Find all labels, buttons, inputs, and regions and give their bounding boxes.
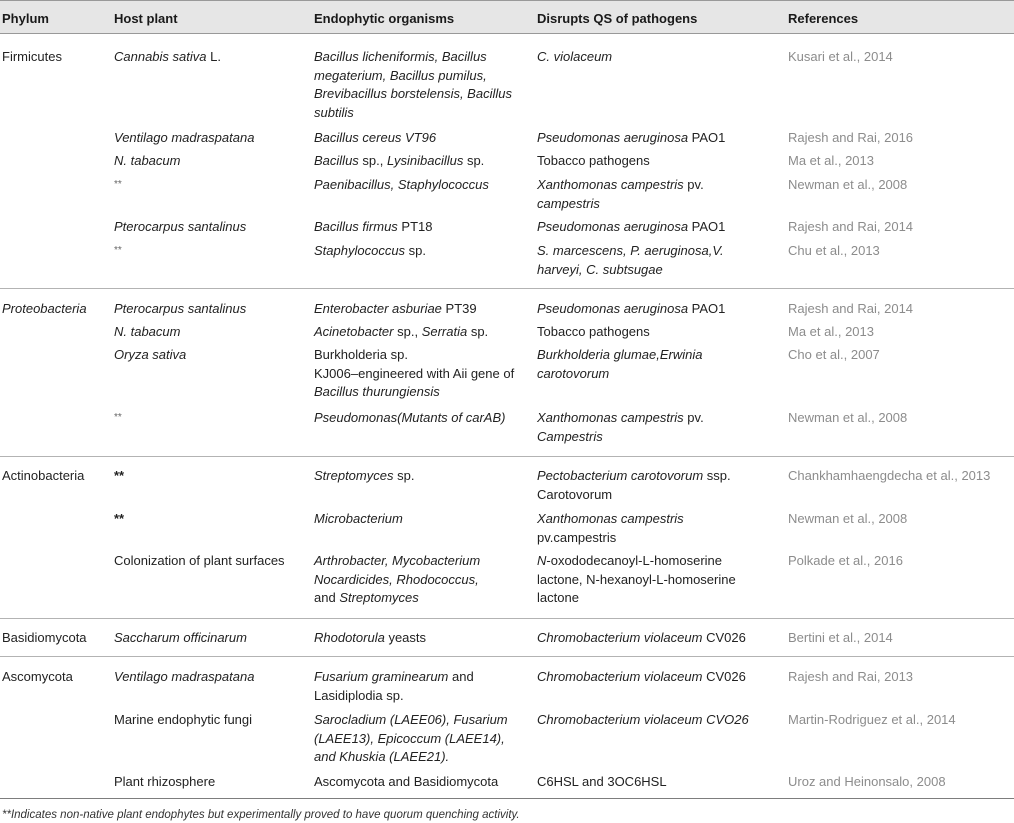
host-plant-cell: Pterocarpus santalinus <box>114 301 247 316</box>
endophytic-cell: Pseudomonas(Mutants of carAB) <box>314 410 506 425</box>
qs-cell: Burkholderia glumae,Erwinia carotovorum <box>537 347 703 381</box>
qs-cell: Tobacco pathogens <box>537 153 650 168</box>
group-divider <box>0 456 1014 457</box>
endophytic-cell: Bacillus sp., Lysinibacillus sp. <box>314 153 485 168</box>
qs-cell: Chromobacterium violaceum CVO26 <box>537 712 749 727</box>
reference-cell: Ma et al., 2013 <box>788 324 874 339</box>
reference-cell: Rajesh and Rai, 2016 <box>788 130 914 145</box>
reference-cell: Chankhamhaengdecha et al., 2013 <box>788 468 991 483</box>
host-plant-cell: ** <box>114 245 122 256</box>
header-phylum: Phylum <box>2 11 49 26</box>
reference-cell: Chu et al., 2013 <box>788 243 880 258</box>
endophytic-cell: Ascomycota and Basidiomycota <box>314 774 499 789</box>
endophytic-cell: Bacillus firmus PT18 <box>314 219 433 234</box>
reference-cell: Newman et al., 2008 <box>788 511 908 526</box>
qs-cell: C. violaceum <box>537 49 613 64</box>
endophytic-cell: Enterobacter asburiae PT39 <box>314 301 477 316</box>
host-plant-cell: Cannabis sativa L. <box>114 49 221 64</box>
phylum-ascomycota: Ascomycota <box>2 669 73 684</box>
reference-cell: Uroz and Heinonsalo, 2008 <box>788 774 946 789</box>
table-bottom-rule <box>0 798 1014 799</box>
reference-cell: Newman et al., 2008 <box>788 177 908 192</box>
header-disrupts-qs: Disrupts QS of pathogens <box>537 11 698 26</box>
header-references: References <box>788 11 859 26</box>
qs-cell: Xanthomonas campestris pv. Campestris <box>537 410 704 444</box>
reference-cell: Polkade et al., 2016 <box>788 553 903 568</box>
endophytic-cell: Burkholderia sp. KJ006–engineered with Aii gene of Bacillus thurungiensis <box>314 347 515 400</box>
endophytic-cell: Arthrobacter, Mycobacterium Nocardicides, Rhodococcus, and Streptomyces <box>314 553 481 606</box>
host-plant-cell: Oryza sativa <box>114 347 187 362</box>
group-divider <box>0 656 1014 657</box>
endophytic-cell: Streptomyces sp. <box>314 468 415 483</box>
qs-cell: S. marcescens, P. aeruginosa,V. harveyi, C. subtsugae <box>537 243 724 277</box>
endophytic-cell: Paenibacillus, Staphylococcus <box>314 177 489 192</box>
reference-cell: Martin-Rodriguez et al., 2014 <box>788 712 956 727</box>
phylum-actinobacteria: Actinobacteria <box>2 468 85 483</box>
host-plant-cell: N. tabacum <box>114 153 181 168</box>
endophytic-cell: Staphylococcus sp. <box>314 243 427 258</box>
host-plant-cell: ** <box>114 412 122 423</box>
table-header-row <box>0 0 1014 34</box>
header-endophytic-organisms: Endophytic organisms <box>314 11 455 26</box>
qs-cell: Pseudomonas aeruginosa PAO1 <box>537 301 726 316</box>
table-footnote: **Indicates non-native plant endophytes but experimentally proved to have quorum quenching activity. <box>2 809 520 821</box>
host-plant-cell: Ventilago madraspatana <box>114 130 255 145</box>
host-plant-cell: Saccharum officinarum <box>114 630 247 645</box>
qs-cell: Chromobacterium violaceum CV026 <box>537 669 746 684</box>
endophytic-cell: Microbacterium <box>314 511 403 526</box>
phylum-proteobacteria: Proteobacteria <box>2 301 87 316</box>
endophytic-cell: Rhodotorula yeasts <box>314 630 427 645</box>
host-plant-cell: Pterocarpus santalinus <box>114 219 247 234</box>
qs-cell: Xanthomonas campestris pv.campestris <box>537 511 684 545</box>
endophytic-cell: Acinetobacter sp., Serratia sp. <box>314 324 489 339</box>
host-plant-cell: Colonization of plant surfaces <box>114 553 285 568</box>
qs-cell: Pseudomonas aeruginosa PAO1 <box>537 130 726 145</box>
phylum-basidiomycota: Basidiomycota <box>2 630 87 645</box>
reference-cell: Cho et al., 2007 <box>788 347 880 362</box>
endophytic-cell: Fusarium graminearum and Lasidiplodia sp. <box>314 669 474 703</box>
host-plant-cell: ** <box>114 468 125 483</box>
qs-cell: Chromobacterium violaceum CV026 <box>537 630 746 645</box>
qs-cell: C6HSL and 3OC6HSL <box>537 774 667 789</box>
reference-cell: Rajesh and Rai, 2014 <box>788 301 914 316</box>
group-divider <box>0 618 1014 619</box>
qs-cell: Pseudomonas aeruginosa PAO1 <box>537 219 726 234</box>
qs-cell: Pectobacterium carotovorum ssp. Carotovorum <box>537 468 731 502</box>
qs-cell: Xanthomonas campestris pv. campestris <box>537 177 704 211</box>
reference-cell: Bertini et al., 2014 <box>788 630 893 645</box>
host-plant-cell: ** <box>114 511 125 526</box>
host-plant-cell: Ventilago madraspatana <box>114 669 255 684</box>
host-plant-cell: N. tabacum <box>114 324 181 339</box>
endophytic-cell: Bacillus licheniformis, Bacillus megaterium, Bacillus pumilus, Brevibacillus borstelensis, Bacillus subtilis <box>314 49 512 120</box>
phylum-firmicutes: Firmicutes <box>2 49 62 64</box>
reference-cell: Rajesh and Rai, 2014 <box>788 219 914 234</box>
endophytic-cell: Sarocladium (LAEE06), Fusarium (LAEE13), Epicoccum (LAEE14), and Khuskia (LAEE21). <box>314 712 508 765</box>
qs-cell: N-oxododecanoyl-L-homoserine lactone, N-hexanoyl-L-homoserine lactone <box>537 553 736 606</box>
qs-cell: Tobacco pathogens <box>537 324 650 339</box>
group-divider <box>0 288 1014 289</box>
endophytic-cell: Bacillus cereus VT96 <box>314 130 437 145</box>
reference-cell: Newman et al., 2008 <box>788 410 908 425</box>
host-plant-cell: Marine endophytic fungi <box>114 712 253 727</box>
reference-cell: Kusari et al., 2014 <box>788 49 893 64</box>
reference-cell: Rajesh and Rai, 2013 <box>788 669 914 684</box>
header-host-plant: Host plant <box>114 11 178 26</box>
host-plant-cell: ** <box>114 179 122 190</box>
reference-cell: Ma et al., 2013 <box>788 153 874 168</box>
host-plant-cell: Plant rhizosphere <box>114 774 216 789</box>
